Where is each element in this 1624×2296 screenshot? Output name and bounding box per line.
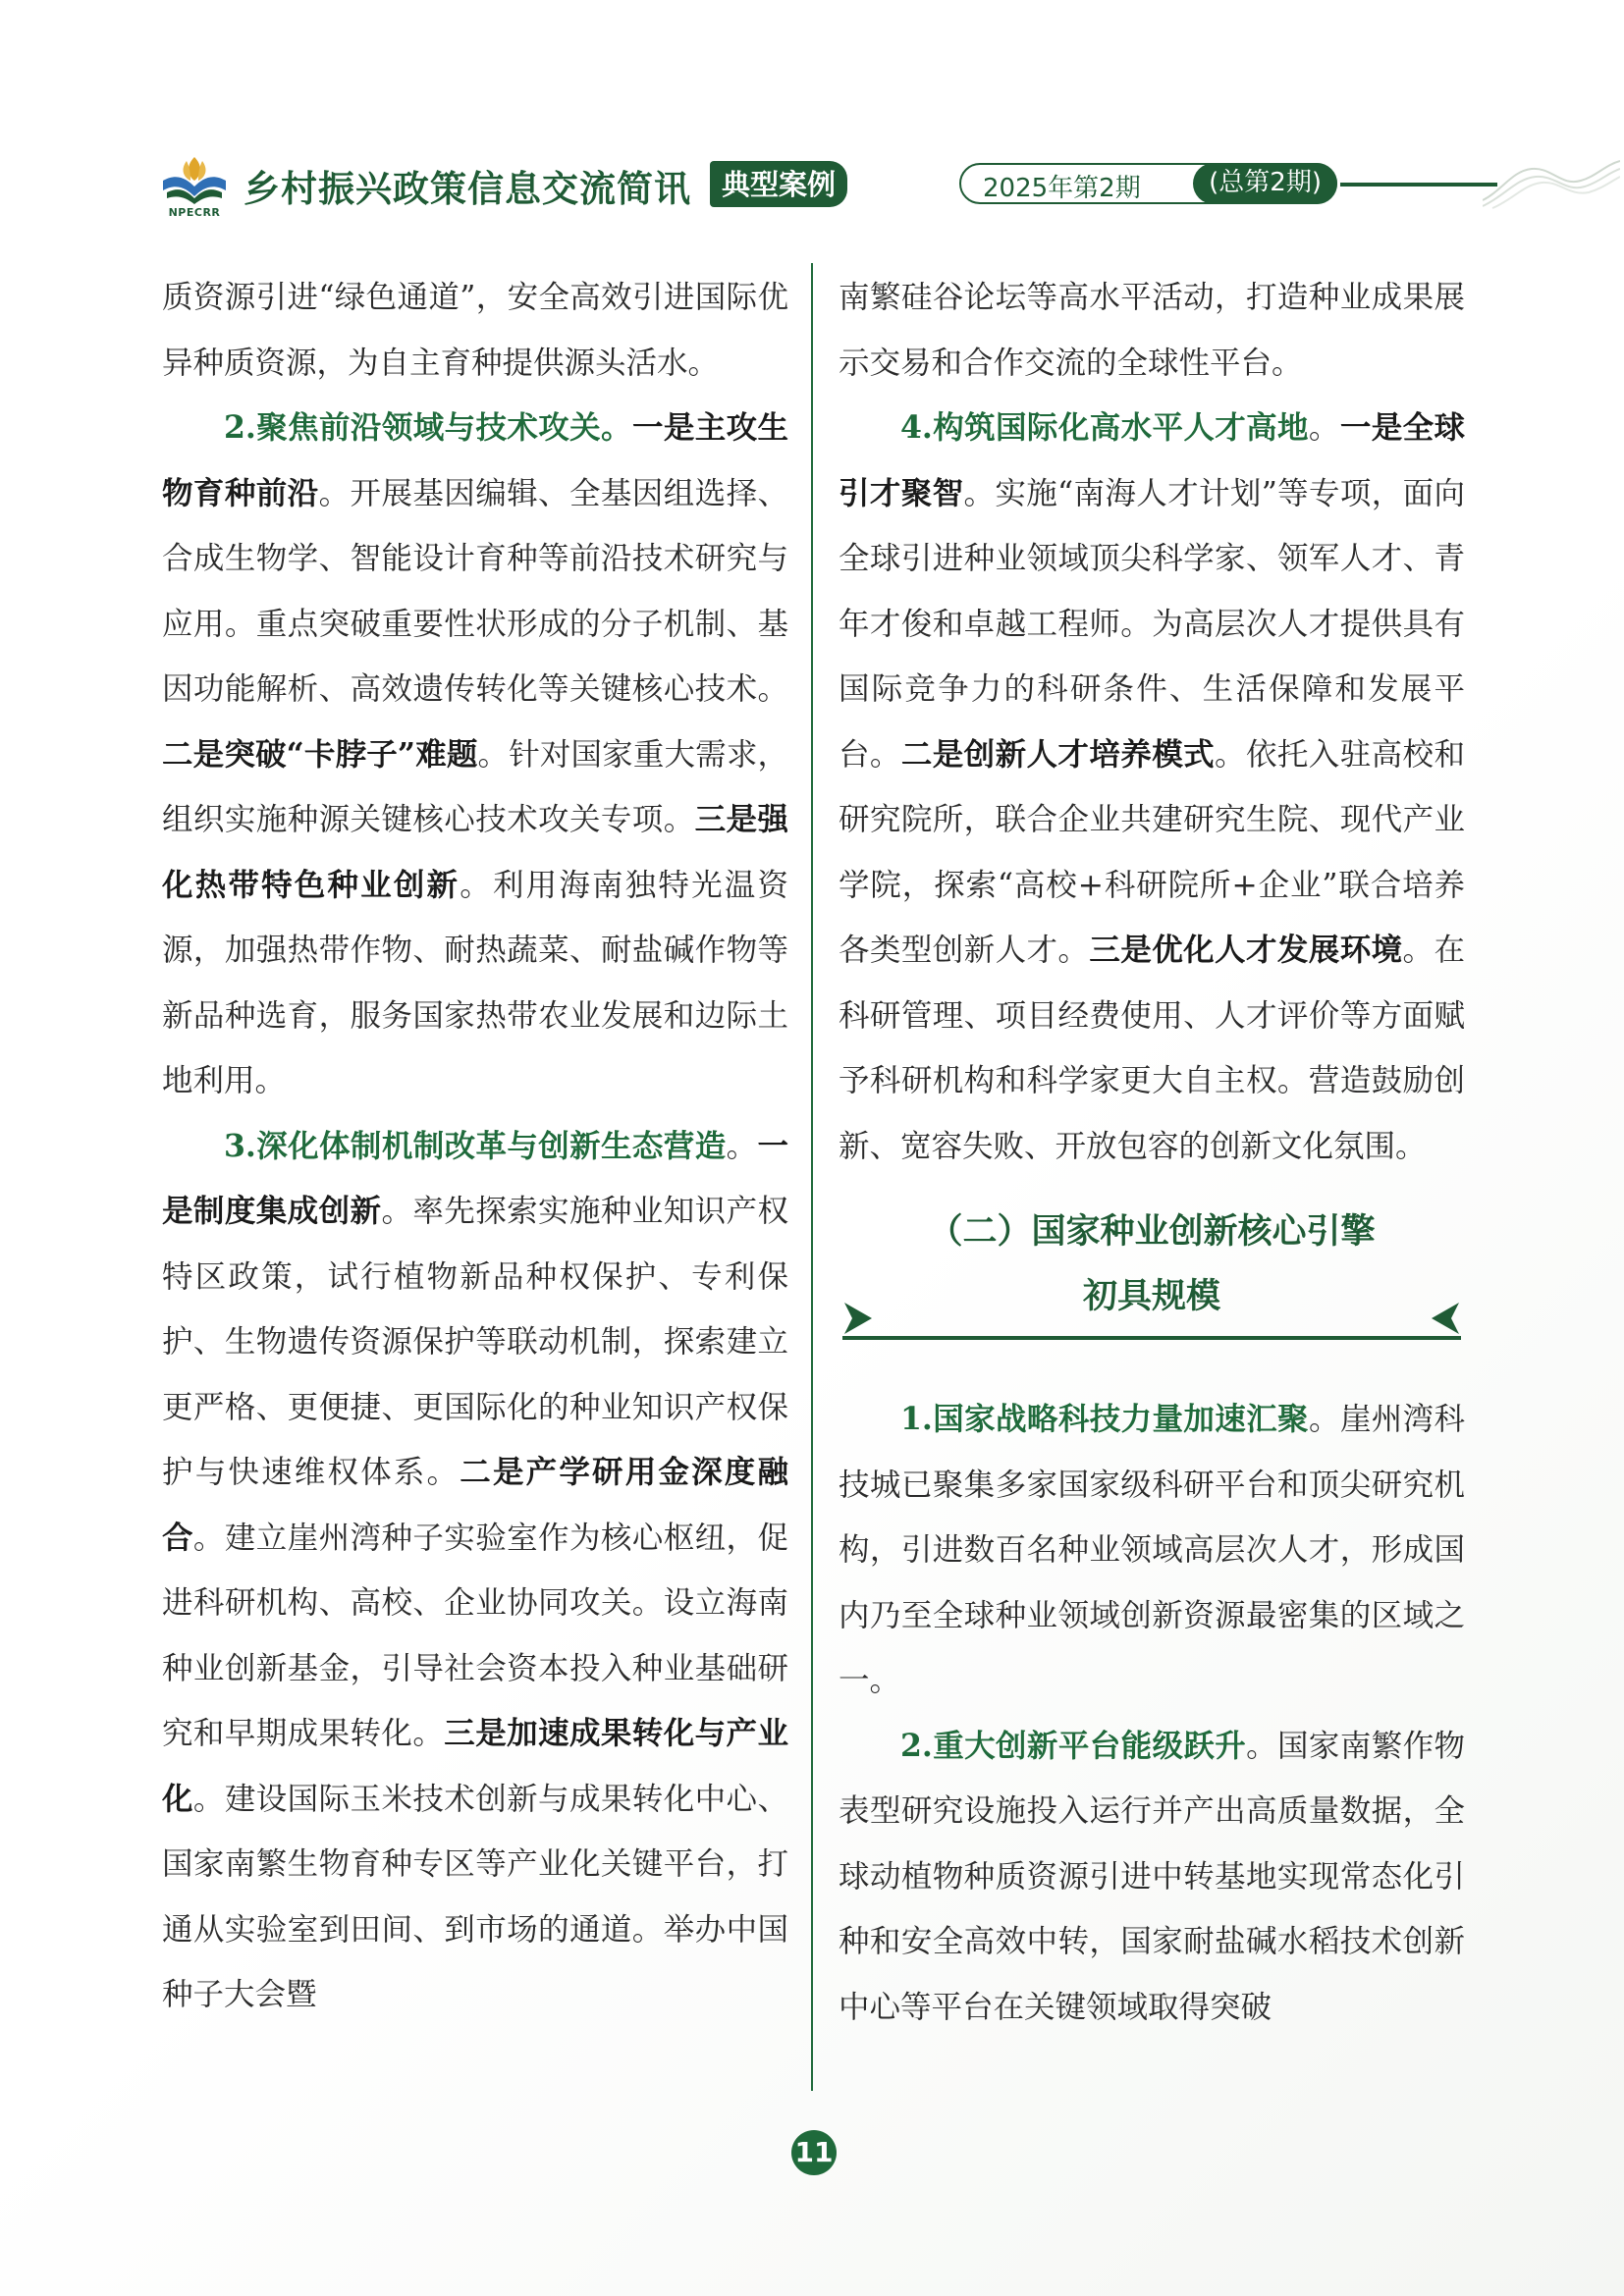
emphasis: 一是主攻生物育种前沿 bbox=[162, 409, 788, 511]
paragraph bbox=[839, 1387, 1465, 1714]
paragraph-text: 。国家南繁作物表型研究设施投入运行并产出高质量数据，全球动植物种质资源引进中转基地实现常态化引种和安全高效中转，国家耐盐碱水稻技术创新中心等平台在关键领域取得突破 bbox=[839, 1728, 1465, 2025]
issue-info bbox=[959, 163, 1337, 204]
paragraph-text: 。实施“南海人才计划”等专项，面向全球引进种业领域顶尖科学家、领军人才、青年才俊和卓越工程师。为高层次人才提供具有国际竞争力的科研条件、生活保障和发展平台。 bbox=[839, 475, 1465, 773]
header-stripe bbox=[1340, 183, 1497, 187]
subheading: 2.重大创新平台能级跃升 bbox=[900, 1727, 1247, 1764]
paragraph bbox=[839, 265, 1465, 396]
issue-number: 2025年第2期 bbox=[983, 174, 1141, 203]
paragraph bbox=[839, 396, 1465, 1179]
paragraph-text: 南繁硅谷论坛等高水平活动，打造种业成果展示交易和合作交流的全球性平台。 bbox=[839, 280, 1465, 381]
paragraph-text: 。针对国家重大需求，组织实施种源关键核心技术攻关专项。 bbox=[162, 736, 788, 837]
paragraph bbox=[162, 1114, 788, 2028]
subheading: 3.深化体制机制改革与创新生态营造 bbox=[224, 1127, 727, 1164]
publication-title: 乡村振兴政策信息交流简讯 bbox=[244, 168, 691, 210]
emphasis: 二是突破“卡脖子”难题 bbox=[162, 735, 478, 773]
right-column bbox=[839, 265, 1465, 2040]
chevron-left-icon bbox=[1422, 1295, 1461, 1342]
paragraph-text: 。依托入驻高校和研究院所，联合企业共建研究生院、现代产业学院，探索“高校+科研院所+企业”联合培养各类型创新人才。 bbox=[839, 736, 1465, 968]
paragraph-text: 。建立崖州湾种子实验室作为核心枢纽，促进科研机构、高校、企业协同攻关。设立海南种业创新基金，引导社会资本投入种业基础研究和早期成果转化。 bbox=[162, 1520, 788, 1751]
emphasis: 二是产学研用金深度融合 bbox=[162, 1454, 788, 1556]
chevron-right-icon bbox=[842, 1295, 882, 1342]
paragraph-text: 。崖州湾科技城已聚集多家国家级科研平台和顶尖研究机构，引进数百名种业领域高层次人才，形成国内乃至全球种业领域创新资源最密集的区域之一。 bbox=[839, 1402, 1465, 1698]
paragraph bbox=[839, 1714, 1465, 2041]
npecrr-logo-icon bbox=[157, 151, 232, 219]
page-number: 11 bbox=[791, 2130, 837, 2175]
mountain-decoration-icon bbox=[1483, 151, 1620, 210]
column-divider bbox=[811, 263, 813, 2091]
emphasis: 三是加速成果转化与产业化 bbox=[162, 1715, 788, 1817]
section-title-line1: （二）国家种业创新核心引擎 bbox=[928, 1212, 1376, 1252]
emphasis: 一是全球引才聚智 bbox=[839, 409, 1465, 511]
paragraph-text: 。利用海南独特光温资源，加强热带作物、耐热蔬菜、耐盐碱作物等新品种选育，服务国家热带农业发展和边际土地利用。 bbox=[162, 867, 788, 1098]
paragraph-text: 。率先探索实施种业知识产权特区政策，试行植物新品种权保护、专利保护、生物遗传资源保护等联动机制，探索建立更严格、更便捷、更国际化的种业知识产权保护与快速维权体系。 bbox=[162, 1194, 788, 1490]
emphasis: 三是优化人才发展环境 bbox=[1089, 932, 1403, 968]
paragraph bbox=[162, 396, 788, 1114]
emphasis: 三是强化热带特色种业创新 bbox=[162, 801, 788, 903]
paragraph-text: 。 bbox=[1308, 410, 1340, 446]
paragraph-text: 质资源引进“绿色通道”，安全高效引进国际优异种质资源，为自主育种提供源头活水。 bbox=[162, 280, 788, 381]
logo-caption: NPECRR bbox=[168, 206, 221, 219]
section-heading bbox=[839, 1189, 1465, 1381]
section-rule bbox=[842, 1336, 1461, 1340]
subheading: 2.聚焦前沿领域与技术攻关。 bbox=[224, 409, 632, 446]
subheading: 1.国家战略科技力量加速汇聚 bbox=[900, 1401, 1309, 1437]
paragraph-text: 。在科研管理、项目经费使用、人才评价等方面赋予科研机构和科学家更大自主权。营造鼓励创新、宽容失败、开放包容的创新文化氛围。 bbox=[839, 933, 1465, 1164]
paragraph bbox=[162, 265, 788, 396]
issue-total: (总第2期) bbox=[1193, 163, 1337, 204]
section-title-line2: 初具规模 bbox=[1082, 1277, 1220, 1316]
emphasis: 二是创新人才培养模式 bbox=[900, 735, 1216, 773]
emphasis: 一是制度集成创新 bbox=[162, 1127, 788, 1229]
category-badge: 典型案例 bbox=[710, 161, 847, 207]
paragraph-text: 。建设国际玉米技术创新与成果转化中心、国家南繁生物育种专区等产业化关键平台，打通从实验室到田间、到市场的通道。举办中国种子大会暨 bbox=[162, 1781, 788, 2012]
paragraph-text: 。开展基因编辑、全基因组选择、合成生物学、智能设计育种等前沿技术研究与应用。重点突破重要性状形成的分子机制、基因功能解析、高效遗传转化等关键核心技术。 bbox=[162, 475, 788, 707]
left-column bbox=[162, 265, 788, 2028]
subheading: 4.构筑国际化高水平人才高地 bbox=[900, 409, 1309, 446]
paragraph-text: 。 bbox=[726, 1128, 758, 1164]
page-header bbox=[157, 147, 1473, 219]
